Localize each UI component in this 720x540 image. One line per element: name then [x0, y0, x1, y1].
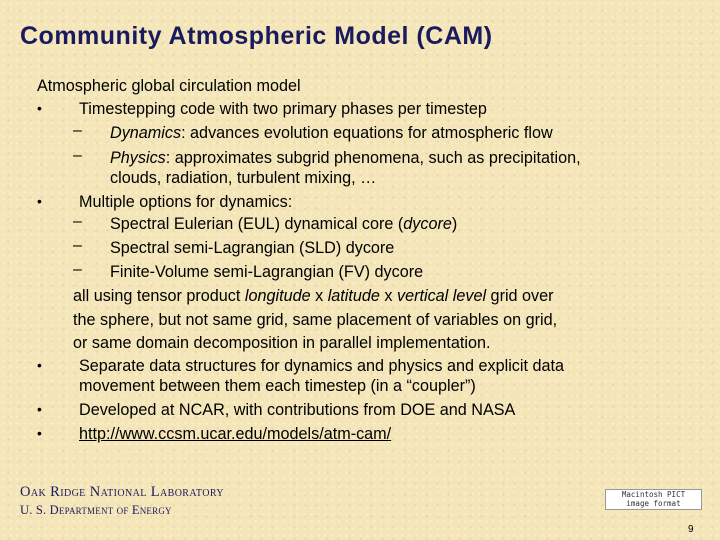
dash-icon: –	[73, 213, 82, 230]
bullet-timestepping: Timestepping code with two primary phases per timestep	[79, 100, 487, 118]
unsupported-image-placeholder	[605, 489, 702, 510]
sub-physics-cont: clouds, radiation, turbulent mixing, …	[110, 169, 377, 187]
bullet-dynamics-options: Multiple options for dynamics:	[79, 193, 293, 211]
physics-term: Physics	[110, 149, 166, 167]
dash-icon: –	[73, 147, 82, 164]
grid-text-g: grid over	[486, 287, 554, 305]
grid-line-2: the sphere, but not same grid, same placement of variables on grid,	[73, 311, 558, 329]
bullet-dot-icon: •	[37, 100, 42, 116]
dynamics-text: : advances evolution equations for atmospheric flow	[181, 124, 553, 142]
dash-icon: –	[73, 237, 82, 254]
slide-title: Community Atmospheric Model (CAM)	[20, 22, 493, 50]
cam-website-link[interactable]: http://www.ccsm.ucar.edu/models/atm-cam/	[79, 425, 392, 443]
bullet-dot-icon: •	[37, 357, 42, 373]
dash-icon: –	[73, 261, 82, 278]
eul-close: )	[451, 215, 458, 233]
sub-sld: Spectral semi-Lagrangian (SLD) dycore	[110, 239, 395, 257]
grid-text-e: x	[379, 287, 397, 305]
sub-dynamics	[110, 123, 553, 143]
footer-org: Oak Ridge National Laboratory	[20, 484, 224, 500]
grid-line-3: or same domain decomposition in parallel implementation.	[73, 334, 491, 352]
bullet-dot-icon: •	[37, 401, 42, 417]
bullet-data-structures: Separate data structures for dynamics and physics and explicit data	[79, 357, 564, 375]
latitude-term: latitude	[327, 287, 380, 305]
grid-text-c: x	[310, 287, 328, 305]
vertical-level-term: vertical level	[396, 287, 487, 305]
sub-physics	[110, 148, 581, 168]
pict-line-2: image format	[626, 499, 681, 508]
dash-icon: –	[73, 122, 82, 139]
page-number: 9	[688, 524, 694, 535]
physics-text: : approximates subgrid phenomena, such as precipitation,	[165, 149, 581, 167]
dycore-term: dycore	[403, 215, 452, 233]
bullet-dot-icon: •	[37, 193, 42, 209]
pict-line-1: Macintosh PICT	[621, 490, 686, 499]
grid-line-1	[73, 286, 554, 306]
sub-fv: Finite-Volume semi-Lagrangian (FV) dycore	[110, 263, 424, 281]
longitude-term: longitude	[244, 287, 311, 305]
bullet-data-structures-cont: movement between them each timestep (in a “coupler”)	[79, 377, 476, 395]
bullet-developed: Developed at NCAR, with contributions from DOE and NASA	[79, 401, 516, 419]
eul-text: Spectral Eulerian (EUL) dynamical core (	[110, 215, 404, 233]
dynamics-term: Dynamics	[110, 124, 182, 142]
bullet-dot-icon: •	[37, 425, 42, 441]
footer-dept: U. S. Department of Energy	[20, 503, 172, 517]
sub-eul	[110, 214, 457, 234]
intro-line: Atmospheric global circulation model	[37, 77, 301, 95]
bullet-link-line	[79, 424, 391, 444]
grid-text-a: all using tensor product	[73, 287, 245, 305]
